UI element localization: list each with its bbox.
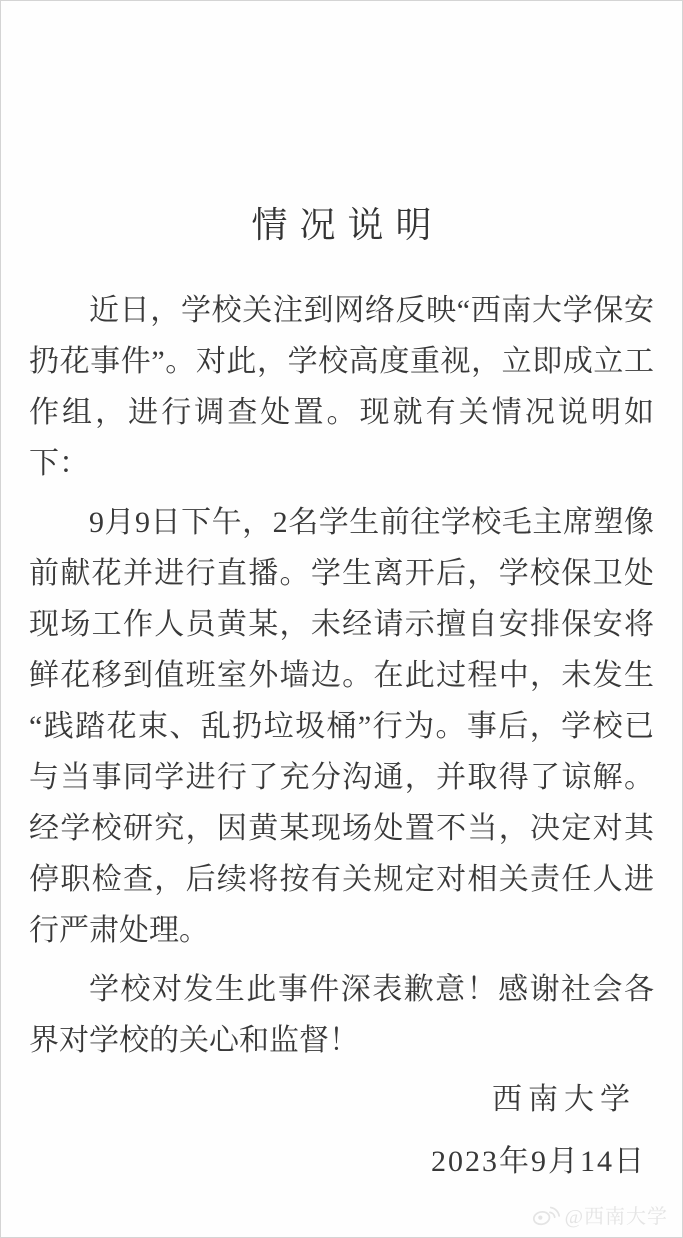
date: 2023年9月14日 — [431, 1145, 646, 1178]
weibo-watermark — [532, 1200, 668, 1229]
statement-paragraph: 9月9日下午，2名学生前往学校毛主席塑像前献花并进行直播。学生离开后，学校保卫处现场工作人员黄某，未经请示擅自安排保安将鲜花移到值班室外墙边。在此过程中，未发生“践踏花束、乱扔垃圾桶”行为。事后，学校已与当事同学进行了充分沟通，并取得了谅解。经学校研究，因黄某现场处置不当，决定对其停职检查，后续将按有关规定对相关责任人进行严肃处理。 — [29, 506, 654, 947]
statement-paragraph: 学校对发生此事件深表歉意！感谢社会各界对学校的关心和监督！ — [29, 973, 654, 1057]
watermark-text: @西南大学 — [564, 1206, 668, 1228]
statement-paragraph: 近日，学校关注到网络反映“西南大学保安扔花事件”。对此，学校高度重视，立即成立工作组，进行调查处置。现就有关情况说明如下： — [29, 294, 654, 480]
sign-off-block — [1, 1074, 682, 1187]
page-title: 情况说明 — [251, 205, 444, 245]
weibo-icon — [532, 1203, 560, 1227]
signature: 西南大学 — [492, 1083, 636, 1116]
statement-body — [1, 285, 682, 1066]
